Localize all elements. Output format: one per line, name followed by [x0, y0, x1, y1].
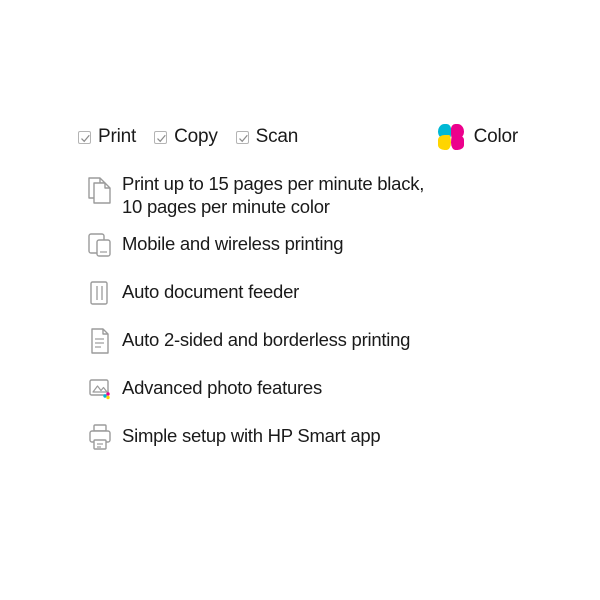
checkbox-checked-icon	[154, 131, 167, 144]
feature-line-2: 10 pages per minute color	[122, 196, 330, 217]
capability-label: Scan	[255, 126, 299, 147]
capability-label: Copy	[174, 126, 218, 147]
feature-line-1: Print up to 15 pages per minute black,	[122, 173, 425, 194]
feature-list	[78, 170, 548, 466]
capability-scan	[236, 126, 299, 148]
capabilities-row	[78, 124, 518, 150]
feature-line-1: Mobile and wireless printing	[122, 233, 344, 254]
two-sided-page-icon	[78, 322, 122, 356]
feature-text	[122, 322, 410, 351]
feature-text	[122, 370, 322, 399]
feature-text	[122, 226, 343, 255]
photo-icon	[78, 370, 122, 404]
feature-line-1: Auto 2-sided and borderless printing	[122, 329, 411, 350]
list-item	[78, 418, 548, 466]
list-item	[78, 274, 548, 322]
feature-line-1: Simple setup with HP Smart app	[122, 425, 381, 446]
capability-label: Print	[98, 126, 137, 147]
feature-text	[122, 274, 299, 303]
printer-setup-icon	[78, 418, 122, 452]
checkbox-checked-icon	[236, 131, 249, 144]
pages-icon	[78, 170, 122, 206]
feature-line-1: Auto document feeder	[122, 281, 300, 302]
capability-print	[78, 126, 136, 148]
feature-text	[122, 418, 380, 447]
feature-text	[122, 170, 424, 218]
mobile-print-icon	[78, 226, 122, 260]
color-capability	[438, 124, 518, 150]
feature-line-1: Advanced photo features	[122, 377, 322, 398]
list-item	[78, 370, 548, 418]
checkbox-checked-icon	[78, 131, 91, 144]
document-feeder-icon	[78, 274, 122, 308]
list-item	[78, 226, 548, 274]
color-flower-icon	[438, 124, 464, 150]
list-item	[78, 322, 548, 370]
capabilities-group	[78, 126, 298, 148]
color-label: Color	[473, 126, 518, 147]
capability-copy	[154, 126, 218, 148]
list-item	[78, 170, 548, 226]
